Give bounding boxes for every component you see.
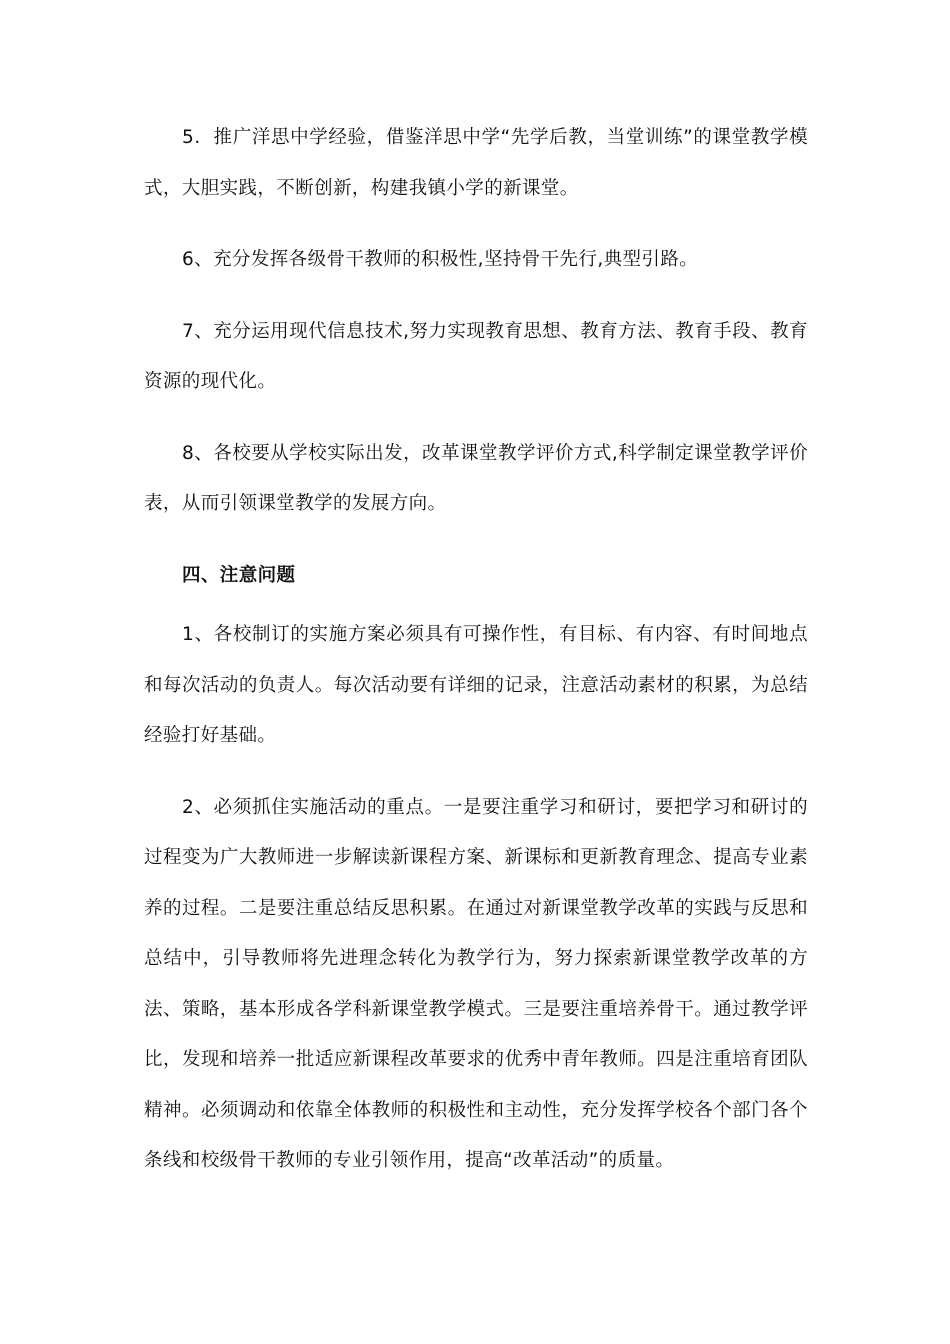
paragraph-item-5: 5．推广洋思中学经验，借鉴洋思中学“先学后教，当堂训练”的课堂教学模式，大胆实践，不断创新，构建我镇小学的新课堂。	[144, 127, 808, 199]
paragraph-item-8: 8、各校要从学校实际出发，改革课堂教学评价方式,科学制定课堂教学评价表，从而引领课堂教学的发展方向。	[144, 442, 808, 514]
paragraph-item-7: 7、充分运用现代信息技术,努力实现教育思想、教育方法、教育手段、教育资源的现代化。	[144, 320, 808, 392]
notice-paragraph-2: 2、必须抓住实施活动的重点。一是要注重学习和研讨，要把学习和研讨的过程变为广大教师进一步解读新课程方案、新课标和更新教育理念、提高专业素养的过程。二是要注重总结反思积累。在通过对新课堂教学改革的实践与反思和总结中，引导教师将先进理念转化为教学行为，努力探索新课堂教学改革的方法、策略，基本形成各学科新课堂教学模式。三是要注重培养骨干。通过教学评比，发现和培养一批适应新课程改革要求的优秀中青年教师。四是注重培育团队精神。必须调动和依靠全体教师的积极性和主动性，充分发挥学校各个部门各个条线和校级骨干教师的专业引领作用，提高“改革活动”的质量。	[144, 796, 808, 1171]
section-heading: 四、注意问题	[182, 564, 296, 586]
document-body	[144, 113, 808, 1208]
notice-paragraph-1: 1、各校制订的实施方案必须具有可操作性，有目标、有内容、有时间地点和每次活动的负责人。每次活动要有详细的记录，注意活动素材的积累，为总结经验打好基础。	[144, 624, 808, 746]
paragraph-item-6: 6、充分发挥各级骨干教师的积极性,坚持骨干先行,典型引路。	[182, 249, 699, 270]
